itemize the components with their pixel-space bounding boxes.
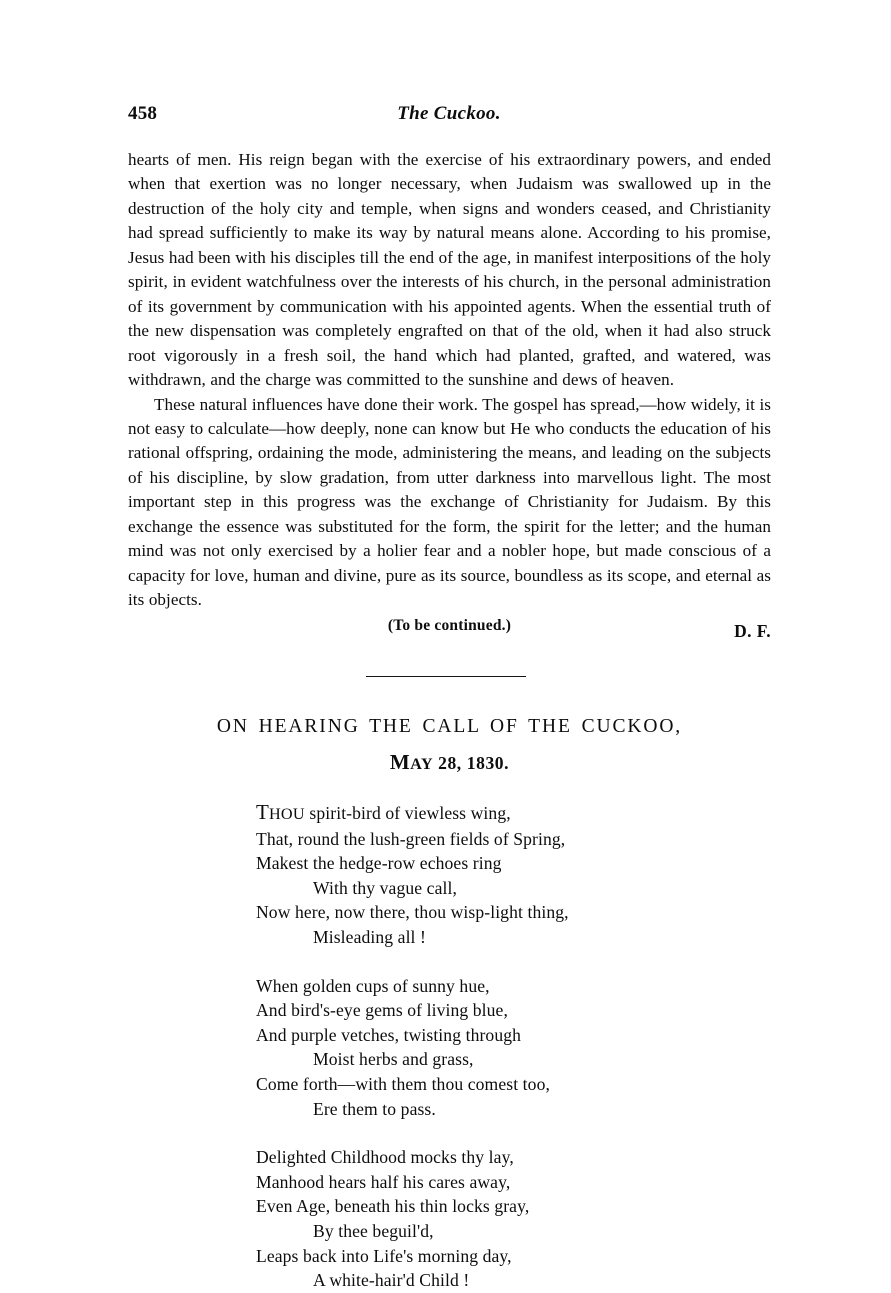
verse-line: And purple vetches, twisting through	[256, 1024, 522, 1045]
poem-date-rest: 28, 1830.	[433, 753, 510, 773]
verse-line: Come forth—with them thou comest too,	[256, 1073, 550, 1094]
verse-line: That, round the lush-green fields of Spring,	[256, 828, 566, 849]
verse-line: Leaps back into Life's morning day,	[256, 1245, 512, 1266]
stanza-1	[256, 800, 676, 950]
paragraph-2: These natural influences have done their work. The gospel has spread,—how widely, it is not easy to calculate—how deeply, none can know but He who conducts the education of his rational offspring, ordaining the mode, administering the means, and leading on the subjects of his discipline, by slow gradation, from utter darkness into marvellous light. The most important step in this progress was the exchange of Christianity for Judaism. By this exchange the essence was substituted for the form, the spirit for the letter; and the human mind was not only exercised by a holier fear and a nobler hope, but made conscious of a capacity for love, human and divine, pure as its source, boundless as its scope, and eternal as its objects.	[128, 394, 771, 610]
stanza-3	[256, 1145, 676, 1293]
verse-line	[256, 800, 676, 827]
verse-line: And bird's-eye gems of living blue,	[256, 1000, 508, 1021]
section-divider-rule	[366, 676, 526, 677]
verse-line: When golden cups of sunny hue,	[256, 975, 490, 996]
verse-line: Now here, now there, thou wisp-light thing,	[256, 902, 569, 923]
verse-line-text: spirit-bird of viewless wing,	[304, 803, 511, 823]
verse-line: Misleading all !	[313, 926, 427, 947]
verse-line: Makest the hedge-row echoes ring	[256, 853, 502, 874]
poem-title: ON HEARING THE CALL OF THE CUCKOO,	[216, 716, 683, 737]
verse-line: With thy vague call,	[313, 877, 457, 898]
verse-line: Moist herbs and grass,	[313, 1049, 474, 1070]
paragraph-1: hearts of men. His reign began with the exercise of his extraordinary powers, and ended when that exertion was no longer necessary, when Judaism was swallowed up in the destruction of the holy city and temple, when signs and wonders ceased, and Christianity had spread sufficiently to make its way by natural means alone. According to his promise, Jesus had been with his disciples till the end of the age, in manifest interpositions of the holy spirit, in evident watchfulness over the interests of his church, in the personal administration of its government by communication with his appointed agents. When the essential truth of the new dispensation was completely engrafted on that of the old, when it had also struck root vigorously in a fresh soil, the hand which had planted, grafted, and watered, was withdrawn, and the charge was committed to the sunshine and dews of heaven.	[128, 150, 771, 390]
verse-lead-cap: T	[256, 800, 269, 824]
page-number: 458	[128, 103, 158, 124]
verse-line: A white-hair'd Child !	[313, 1270, 470, 1291]
verse-lead-smallcaps: HOU	[268, 805, 305, 823]
running-head	[128, 103, 770, 129]
verse-line: Delighted Childhood mocks thy lay,	[256, 1147, 514, 1168]
body-text-block	[128, 148, 771, 642]
stanza-2	[256, 974, 676, 1122]
continuation-note: (To be continued.)	[387, 617, 512, 634]
verse-line: By thee beguil'd,	[313, 1220, 434, 1241]
poem-date-lead: M	[389, 750, 411, 774]
verse-line: Even Age, beneath his thin locks gray,	[256, 1196, 530, 1217]
verse-line: Ere them to pass.	[313, 1098, 436, 1119]
poem-body	[256, 800, 676, 1293]
verse-line: Manhood hears half his cares away,	[256, 1171, 511, 1192]
running-head-title: The Cuckoo.	[397, 103, 501, 124]
poem-date-caps: AY	[410, 756, 434, 773]
poem-date	[128, 750, 771, 775]
author-signature: D. F.	[734, 620, 771, 641]
